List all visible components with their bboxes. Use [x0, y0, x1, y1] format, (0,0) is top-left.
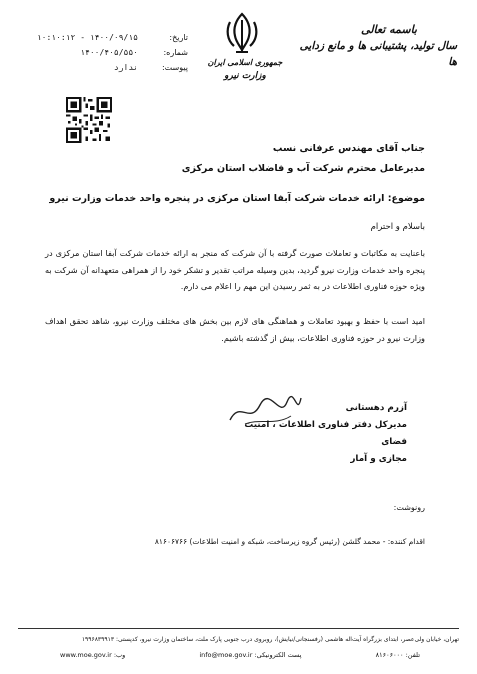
signer-title-line-2: مجازی و آمار	[350, 454, 407, 464]
footer-address: تهران، خیابان ولی‌عصر، ابتدای بزرگراه آیت‌اله هاشمی (رفسنجانی/نیایش)، روبروی درب جنوبی پارک ملت، ساختمان وزارت نیرو، کدپستی: ۱۹۹۶۸۳۹۹۱۳	[81, 636, 459, 643]
footer-email[interactable]: پست الکترونیکی: info@moe.gov.ir	[199, 651, 302, 659]
attachment-value: ندارد	[113, 63, 138, 72]
number-row	[18, 45, 188, 60]
greeting: باسلام و احترام	[370, 222, 425, 232]
body-paragraph-1: باعنایت به مکاتبات و تعاملات صورت گرفته با آن شرکت که منجر به ارائه خدمات شرکت آبفا استان مرکزی در پنجره واحد خدمات وزارت نیرو گردید، بدین وسیله مراتب تقدیر و تشکر خود را از همراهی متعهدانه آن شرکت به ویژه حوزه فناوری اطلاعات در به ثمر رسیدن این مهم را اعلام می دارم.	[45, 248, 425, 291]
header-motto	[297, 22, 457, 70]
motto-line-2: سال تولید، پشتیبانی ها و مانع زدایی ها	[299, 40, 457, 68]
date-value: ۱۴۰۰/۰۹/۱۵ - ۱۰:۱۰:۱۲	[36, 33, 138, 42]
qr-code	[66, 97, 112, 143]
number-value: ۱۴۰۰/۴۰۵/۵۵۰	[80, 48, 138, 57]
date-label: تاریخ:	[169, 33, 188, 42]
body-paragraph-2: امید است با حفظ و بهبود تعاملات و هماهنگی های لازم بین بخش های مختلف وزارت نیرو، شاهد تحقق اهداف وزارت نیرو در حوزه فناوری اطلاعات، بیش از گذشته باشیم.	[45, 316, 425, 343]
signer-title-line-1: مدیرکل دفتر فناوری اطلاعات ، امنیت فضای	[244, 420, 407, 447]
attachment-label: پیوست:	[161, 63, 188, 72]
org-name: جمهوری اسلامی ایران	[207, 57, 283, 67]
cc-action-line: اقدام کننده: - محمد گلشن (رئیس گروه زیرساخت، شبکه و امنیت اطلاعات) ۸۱۶۰۶۷۶۶	[154, 537, 425, 546]
letter-subject: موضوع: ارائه خدمات شرکت آبفا استان مرکزی در پنجره واحد خدمات وزارت نیرو	[49, 193, 425, 204]
footer-divider	[18, 628, 459, 629]
footer-contacts	[60, 651, 420, 659]
number-label: شماره:	[163, 48, 188, 57]
recipient-name: جناب آقای مهندس عرفانی نسب	[272, 143, 425, 154]
motto-line-1: باسمه تعالی	[361, 23, 417, 36]
ministry-name: وزارت نیرو	[224, 71, 266, 81]
signer-name: آزرم دهستانی	[345, 403, 407, 413]
recipient-title: مدیرعامل محترم شرکت آب و فاضلاب استان مرکزی	[181, 163, 425, 174]
signature-block	[227, 400, 407, 468]
cc-title: رونوشت:	[393, 503, 425, 512]
attachment-row	[18, 60, 188, 75]
date-row	[18, 30, 188, 45]
emblem-icon	[222, 10, 262, 56]
footer-phone: تلفن: ۸۱۶۰۶۰۰۰	[375, 651, 420, 659]
footer-web[interactable]: وب: www.moe.gov.ir	[60, 651, 126, 659]
letter-meta	[18, 30, 188, 75]
